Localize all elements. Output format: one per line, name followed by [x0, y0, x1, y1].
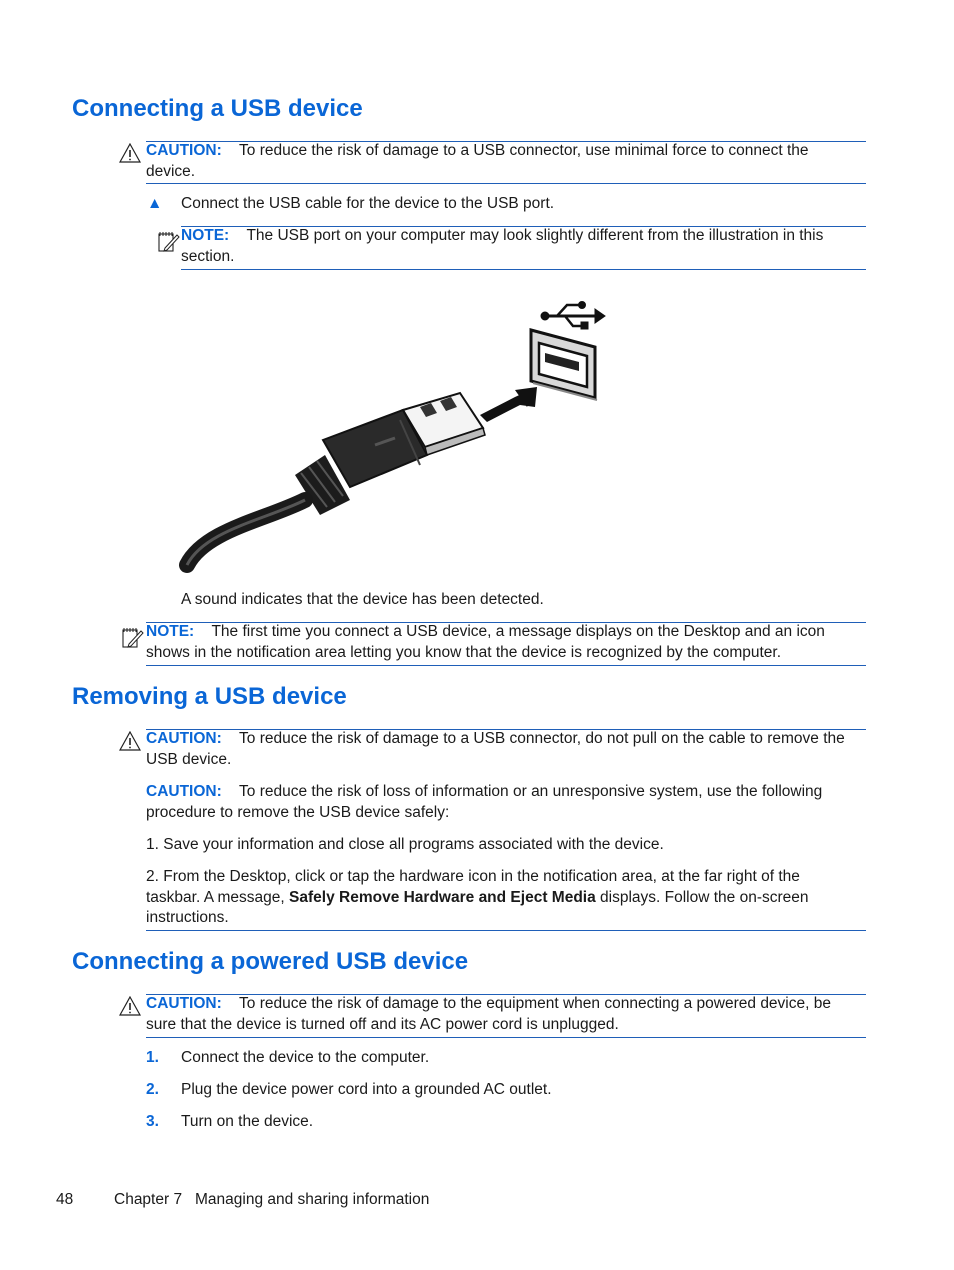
divider	[146, 183, 866, 184]
procedure-item-1: 1. Save your information and close all programs associated with the device.	[146, 836, 664, 853]
caution-line: To reduce the risk of loss of information or an unresponsive system, use the following	[239, 783, 823, 800]
note-text	[146, 621, 825, 642]
note-pad-icon	[120, 625, 144, 649]
section-title-connecting-usb: Connecting a USB device	[72, 95, 363, 122]
procedure-item-2-line-3: instructions.	[146, 909, 229, 926]
divider	[146, 665, 866, 666]
caution-label: CAUTION:	[146, 142, 222, 159]
safely-remove-label: Safely Remove Hardware and Eject Media	[289, 889, 596, 906]
divider	[146, 930, 866, 931]
step-text: Connect the USB cable for the device to the USB port.	[181, 195, 555, 212]
caution-label: CAUTION:	[146, 995, 222, 1012]
caution-line: To reduce the risk of damage to a USB connector, use minimal force to connect the	[239, 142, 809, 159]
page-number: 48	[56, 1191, 74, 1208]
step-text: Connect the device to the computer.	[181, 1049, 430, 1066]
caution-triangle-icon	[119, 731, 141, 751]
section-title-removing-usb: Removing a USB device	[72, 683, 347, 710]
note-label: NOTE:	[146, 623, 195, 640]
procedure-item-2-line-2	[146, 887, 809, 908]
note-text	[181, 225, 823, 246]
caution-line: To reduce the risk of damage to the equipment when connecting a powered device, be	[239, 995, 831, 1012]
section-title-powered-usb: Connecting a powered USB device	[72, 948, 469, 975]
caution-triangle-icon	[119, 143, 141, 163]
caution-label: CAUTION:	[146, 730, 222, 747]
note-pad-icon	[156, 229, 180, 253]
note-line: The first time you connect a USB device, a message displays on the Desktop and an icon	[211, 623, 825, 640]
note-label: NOTE:	[181, 227, 230, 244]
text-span: taskbar. A message,	[146, 889, 290, 906]
note-line-2: section.	[181, 248, 235, 265]
caution-text	[146, 728, 845, 749]
caution-line-2: device.	[146, 163, 196, 180]
chapter-title: Chapter 7 Managing and sharing information	[114, 1191, 430, 1208]
note-line-2: shows in the notification area letting you know that the device is recognized by the computer.	[146, 644, 782, 661]
step-number: 2.	[146, 1081, 159, 1098]
caution-text	[146, 140, 809, 161]
usb-port	[531, 330, 597, 400]
caution-triangle-icon	[119, 996, 141, 1016]
caution-line-2: procedure to remove the USB device safely:	[146, 804, 450, 821]
procedure-item-2-line-1: 2. From the Desktop, click or tap the hardware icon in the notification area, at the far right of the	[146, 868, 800, 885]
divider	[146, 1037, 866, 1038]
divider	[181, 269, 866, 270]
step-text: Plug the device power cord into a grounded AC outlet.	[181, 1081, 552, 1098]
step-bullet: ▲	[147, 195, 163, 212]
caution-line: To reduce the risk of damage to a USB connector, do not pull on the cable to remove the	[239, 730, 845, 747]
step-number: 1.	[146, 1049, 159, 1066]
text-span: displays. Follow the on-screen	[595, 889, 809, 906]
caution-line-2: USB device.	[146, 751, 232, 768]
step-number: 3.	[146, 1113, 159, 1130]
usb-connection-illustration	[175, 295, 615, 575]
caution-text	[146, 993, 831, 1014]
note-line: The USB port on your computer may look slightly different from the illustration in this	[246, 227, 824, 244]
caution-label: CAUTION:	[146, 783, 222, 800]
usb-symbol-icon	[541, 302, 605, 330]
caution-text	[146, 781, 822, 802]
detected-text: A sound indicates that the device has been detected.	[181, 591, 544, 608]
step-text: Turn on the device.	[181, 1113, 314, 1130]
caution-line-2: sure that the device is turned off and its AC power cord is unplugged.	[146, 1016, 619, 1033]
